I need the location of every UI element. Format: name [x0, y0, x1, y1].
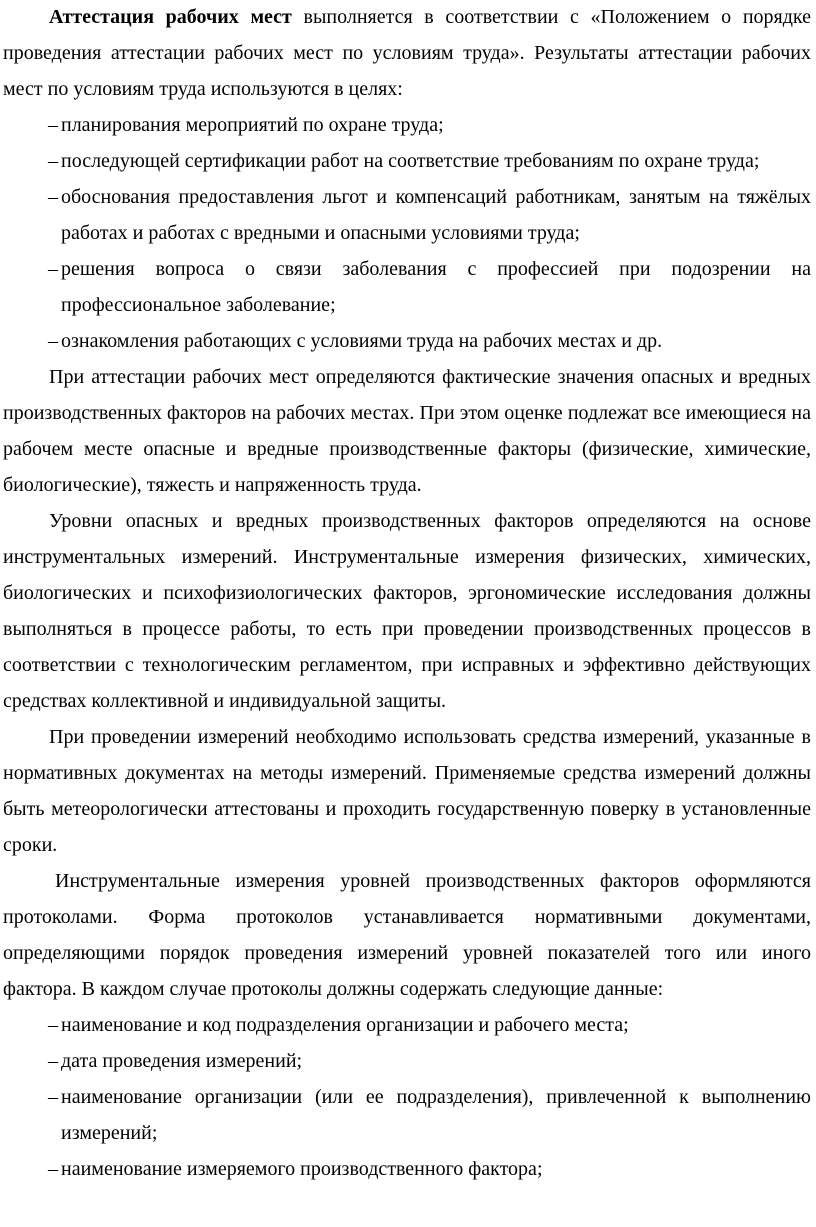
list-item	[3, 1007, 811, 1043]
list-item	[3, 143, 811, 179]
paragraph-levels: Уровни опасных и вредных производственных факторов определяются на основе инструментальных измерений. Инструментальные измерения физических, химических, биологических и психофизиологических факторов, эргономические исследования должны выполняться в процессе работы, то есть при проведении производственных процессов в соответствии с технологическим регламентом, при исправных и эффективно действующих средствах коллективной и индивидуальной защиты.	[3, 510, 811, 712]
list-item	[3, 251, 811, 323]
list-item-text: наименование измеряемого производственного фактора;	[61, 1158, 543, 1180]
dash-marker: –	[48, 330, 58, 352]
dash-marker: –	[48, 114, 58, 136]
dash-marker: –	[48, 150, 58, 172]
dash-marker: –	[48, 1014, 58, 1036]
list-item-text: наименование организации (или ее подразделения), привлеченной к выполнению измерений;	[61, 1086, 811, 1144]
dash-marker: –	[48, 186, 58, 208]
list-item-text: наименование и код подразделения организации и рабочего места;	[61, 1014, 629, 1036]
dash-marker: –	[48, 1086, 58, 1108]
paragraph-protocols: Инструментальные измерения уровней производственных факторов оформляются протоколами. Форма протоколов устанавливается нормативными документами, определяющими порядок проведения измерений уровней показателей того или иного фактора. В каждом случае протоколы должны содержать следующие данные:	[3, 870, 811, 1000]
list-item	[3, 1079, 811, 1151]
paragraph-factors: При аттестации рабочих мест определяются фактические значения опасных и вредных производственных факторов на рабочих местах. При этом оценке подлежат все имеющиеся на рабочем месте опасные и вредные производственные факторы (физические, химические, биологические), тяжесть и напряженность труда.	[3, 366, 811, 496]
paragraph-intro	[3, 0, 811, 107]
list-item	[3, 1151, 811, 1187]
list-item	[3, 107, 811, 143]
list-item	[3, 1043, 811, 1079]
dash-marker: –	[48, 1158, 58, 1180]
protocol-data-list	[3, 1007, 811, 1187]
paragraph-intro-text: выполняется в соответствии с «Положением о порядке проведения аттестации рабочих мест по условиям труда». Результаты аттестации рабочих мест по условиям труда используются в целях:	[3, 6, 811, 100]
dash-marker: –	[48, 258, 58, 280]
list-item-text: последующей сертификации работ на соответствие требованиям по охране труда;	[61, 150, 760, 172]
list-item-text: ознакомления работающих с условиями труда на рабочих местах и др.	[61, 330, 663, 352]
list-item	[3, 179, 811, 251]
list-item	[3, 323, 811, 359]
dash-marker: –	[48, 1050, 58, 1072]
paragraph-measurements: При проведении измерений необходимо использовать средства измерений, указанные в нормативных документах на методы измерений. Применяемые средства измерений должны быть метеорологически аттестованы и проходить государственную поверку в установленные сроки.	[3, 726, 811, 856]
list-item-text: обоснования предоставления льгот и компенсаций работникам, занятым на тяжёлых работах и работах с вредными и опасными условиями труда;	[61, 186, 811, 244]
lead-term: Аттестация рабочих мест	[49, 6, 292, 28]
list-item-text: дата проведения измерений;	[61, 1050, 303, 1072]
purposes-list	[3, 107, 811, 359]
list-item-text: решения вопроса о связи заболевания с профессией при подозрении на профессиональное заболевание;	[61, 258, 811, 316]
list-item-text: планирования мероприятий по охране труда;	[61, 114, 444, 136]
